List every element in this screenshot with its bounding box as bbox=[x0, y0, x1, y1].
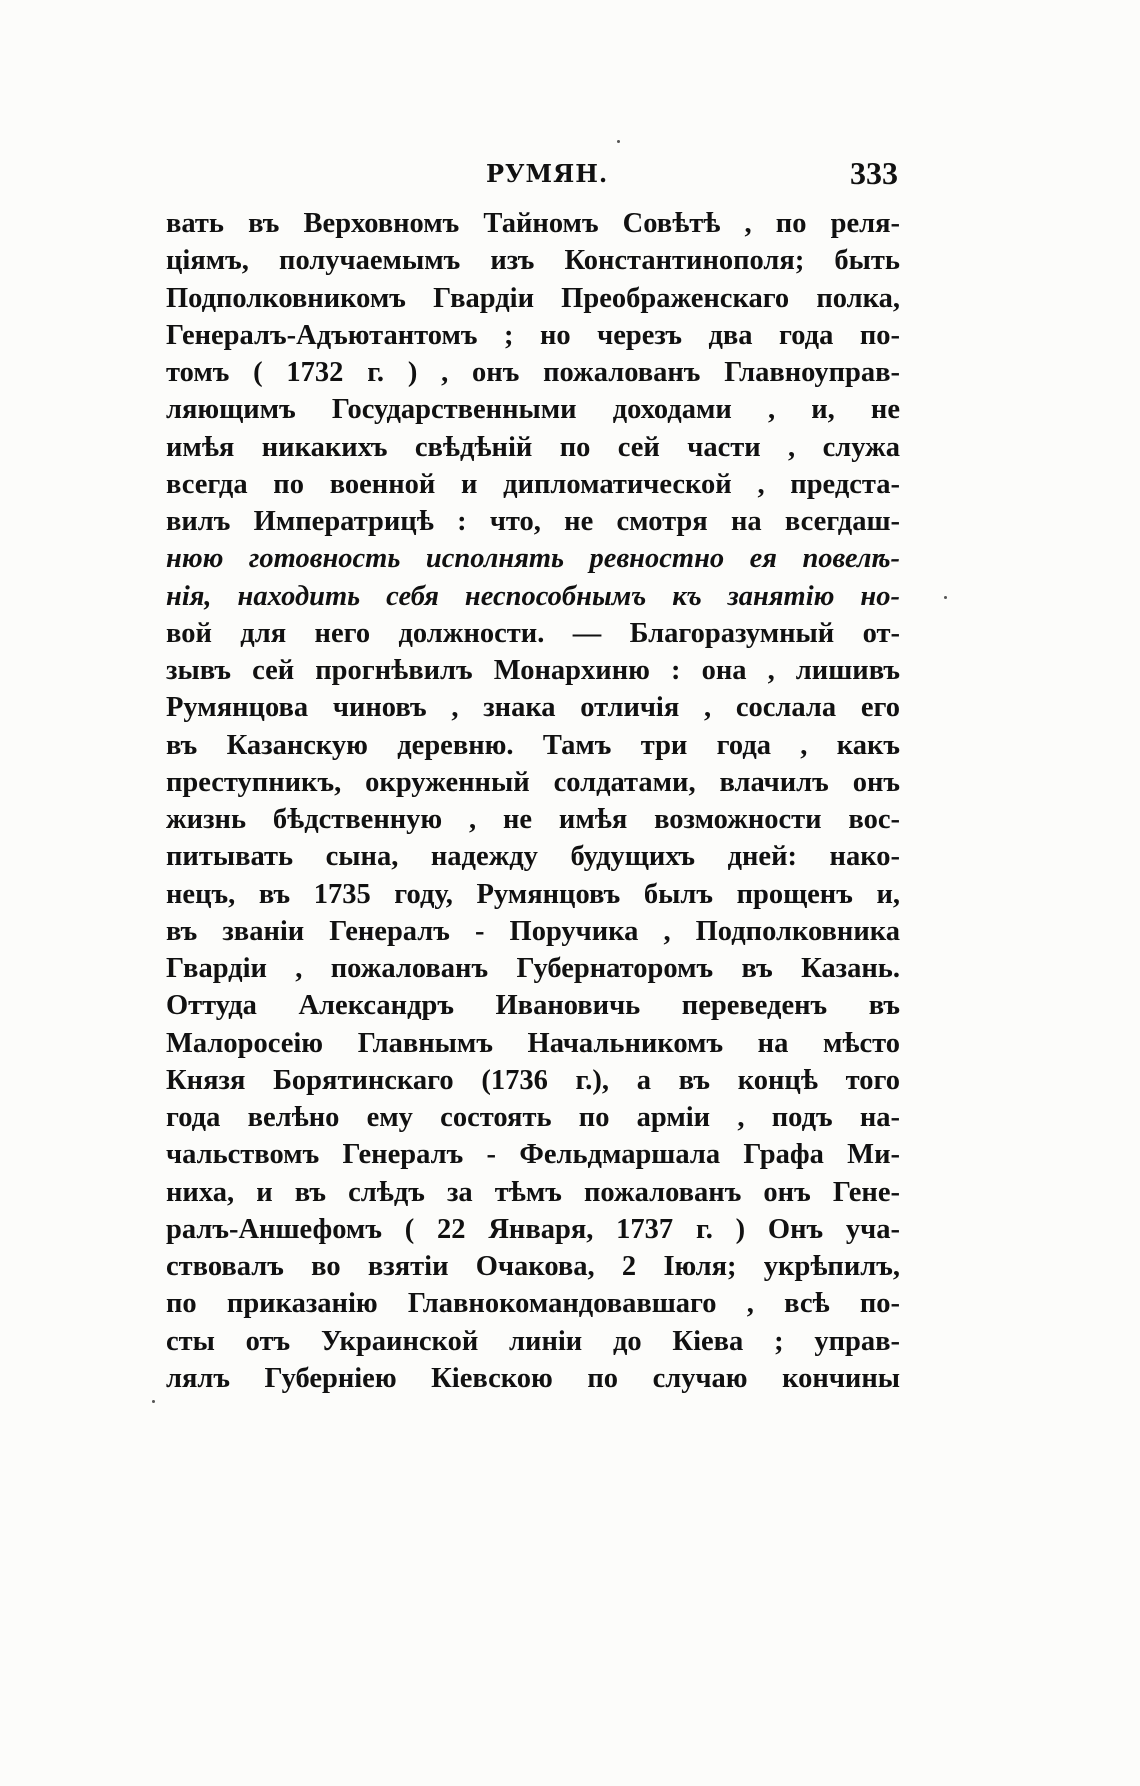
text-line: томъ ( 1732 г. ) , онъ пожалованъ Главноуправ- bbox=[166, 357, 900, 388]
text-line: ралъ-Аншефомъ ( 22 Января, 1737 г. ) Онъ уча- bbox=[166, 1213, 900, 1245]
text-line: нецъ, въ 1735 году, Румянцовъ былъ прощенъ и, bbox=[166, 878, 900, 910]
text-line: ниха, и въ слѣдъ за тѣмъ пожалованъ онъ Гене- bbox=[166, 1176, 900, 1208]
text-line: всегда по военной и дипломатической , предста- bbox=[166, 468, 900, 500]
running-head: РУМЯН. bbox=[486, 159, 609, 188]
text-line: вой для него должности. — Благоразумный от- bbox=[166, 617, 900, 649]
paper-speck bbox=[944, 596, 947, 599]
text-line: года велѣно ему состоять по арміи , подъ на- bbox=[166, 1102, 900, 1133]
text-line: зывъ сей прогнѣвилъ Монархиню : она , лишивъ bbox=[166, 655, 900, 686]
text-line: ляющимъ Государственными доходами , и, не bbox=[166, 394, 900, 426]
text-line: Малоросеію Главнымъ Начальникомъ на мѣсто bbox=[166, 1027, 900, 1059]
text-line: чальствомъ Генералъ - Фельдмаршала Графа Ми- bbox=[166, 1139, 900, 1171]
text-line: въ званіи Генералъ - Поручика , Подполковника bbox=[166, 915, 900, 947]
text-line: Гвардіи , пожалованъ Губернаторомъ въ Казань. bbox=[166, 953, 900, 984]
text-line: нія, находить себя неспособнымъ къ занятію но- bbox=[166, 580, 900, 612]
text-line: Румянцова чиновъ , знака отличія , сослала его bbox=[166, 692, 900, 724]
text-line: питывать сына, надежду будущихъ дней: нако- bbox=[166, 841, 900, 873]
text-line: Оттуда Александръ Ивановичь переведенъ въ bbox=[166, 990, 900, 1022]
text-line: имѣя никакихъ свѣдѣній по сей части , служа bbox=[166, 431, 900, 463]
text-line: въ Казанскую деревню. Тамъ три года , какъ bbox=[166, 729, 900, 761]
text-line: Подполковникомъ Гвардіи Преображенскаго полка, bbox=[166, 282, 900, 314]
text-line: ствовалъ во взятіи Очакова, 2 Іюля; укрѣпилъ, bbox=[166, 1251, 900, 1282]
text-line: Князя Борятинскаго (1736 г.), а въ концѣ того bbox=[166, 1064, 900, 1096]
text-line: Генералъ-Адъютантомъ ; но черезъ два года по- bbox=[166, 319, 900, 351]
text-line: вать въ Верховномъ Тайномъ Совѣтѣ , по реля- bbox=[166, 208, 900, 239]
body-text bbox=[166, 205, 900, 1397]
text-line: лялъ Губерніею Кіевскою по случаю кончины bbox=[166, 1362, 900, 1394]
page-header bbox=[168, 155, 898, 199]
text-line: ціямъ, получаемымъ изъ Константинополя; быть bbox=[166, 245, 900, 277]
text-line: жизнь бѣдственную , не имѣя возможности вос- bbox=[166, 804, 900, 835]
text-line: по приказанію Главнокомандовавшаго , всѣ по- bbox=[166, 1288, 900, 1320]
paper-speck bbox=[152, 1400, 155, 1403]
text-line: преступникъ, окруженный солдатами, влачилъ онъ bbox=[166, 766, 900, 798]
paper-speck bbox=[617, 140, 620, 143]
text-line: нюю готовность исполнять ревностно ея повелѣ- bbox=[166, 543, 900, 575]
text-line: вилъ Императрицѣ : что, не смотря на всегдаш- bbox=[166, 506, 900, 537]
text-line: сты отъ Украинской линіи до Кіева ; управ- bbox=[166, 1325, 900, 1357]
page-number: 333 bbox=[850, 155, 898, 191]
